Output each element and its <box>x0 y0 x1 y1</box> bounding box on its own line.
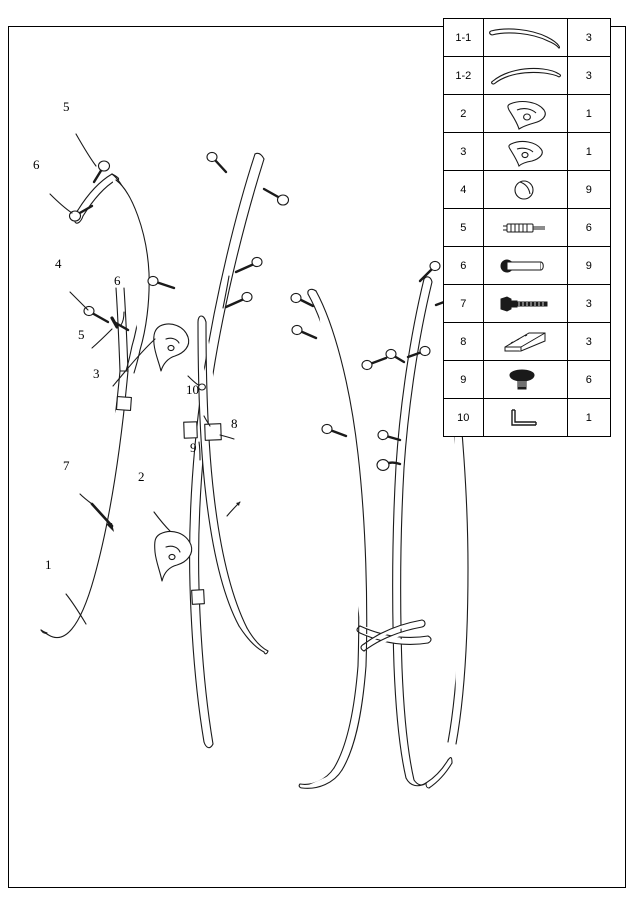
callout-label: 5 <box>63 99 70 114</box>
part-icon-angle-clip-icon <box>483 323 567 361</box>
table-row <box>444 361 611 399</box>
part-number: 9 <box>444 361 484 399</box>
callout-label: 2 <box>138 469 145 484</box>
upper-left-tube <box>74 174 149 373</box>
callout-label: 5 <box>78 327 85 342</box>
table-row <box>444 323 611 361</box>
stand-pin-d <box>292 325 316 338</box>
leader-2 <box>154 512 170 531</box>
part-qty: 6 <box>567 209 611 247</box>
table-row <box>444 95 611 133</box>
pin-4-mid <box>84 306 108 322</box>
table-row <box>444 19 611 57</box>
part-qty: 3 <box>567 323 611 361</box>
part-icon-ball-cap-icon <box>483 171 567 209</box>
stand-pin-e <box>362 358 386 370</box>
part-number: 6 <box>444 247 484 285</box>
parts-table <box>443 18 611 437</box>
table-row <box>444 399 611 437</box>
pin-mid-left-center <box>148 276 174 288</box>
part-number: 1-2 <box>444 57 484 95</box>
part-qty: 9 <box>567 247 611 285</box>
part-icon-thumb-screw-icon <box>483 361 567 399</box>
part-icon-dowel-pin-icon <box>483 247 567 285</box>
callout-label: 10 <box>186 382 199 397</box>
hub-bracket-3 <box>154 324 189 371</box>
part-icon-hub-bracket-large-icon <box>483 95 567 133</box>
pin-top-right <box>264 189 289 205</box>
part-qty: 3 <box>567 19 611 57</box>
table-row <box>444 133 611 171</box>
table-row <box>444 57 611 95</box>
leader-6-left <box>50 194 72 213</box>
part-icon-hex-bolt-icon <box>483 285 567 323</box>
part-icon-hub-bracket-small-icon <box>483 133 567 171</box>
stand-pin-g <box>386 349 404 362</box>
stand-pin-i <box>378 430 400 440</box>
pin-top-center <box>207 152 226 172</box>
part-qty: 3 <box>567 285 611 323</box>
part-number: 10 <box>444 399 484 437</box>
hub-bracket-2 <box>155 531 192 581</box>
table-row <box>444 247 611 285</box>
part-icon-allen-key-icon <box>483 399 567 437</box>
table-row <box>444 171 611 209</box>
callout-label: 3 <box>93 366 100 381</box>
leader-8 <box>220 435 234 439</box>
part-icon-curved-tube-long-icon <box>483 19 567 57</box>
callout-label: 1 <box>45 557 52 572</box>
part-qty: 3 <box>567 57 611 95</box>
callout-label: 9 <box>190 440 197 455</box>
part-icon-spring-pin-icon <box>483 209 567 247</box>
part-qty: 1 <box>567 133 611 171</box>
part-qty: 6 <box>567 361 611 399</box>
part-icon-curved-tube-short-icon <box>483 57 567 95</box>
part-qty: 1 <box>567 95 611 133</box>
callout-label: 8 <box>231 416 238 431</box>
leader-5-mid <box>92 329 112 348</box>
part-number: 4 <box>444 171 484 209</box>
leg-tube-left <box>41 288 131 638</box>
table-row <box>444 209 611 247</box>
part-qty: 1 <box>567 399 611 437</box>
part-number: 7 <box>444 285 484 323</box>
callout-label: 7 <box>63 458 70 473</box>
part-number: 3 <box>444 133 484 171</box>
part-qty: 9 <box>567 171 611 209</box>
part-number: 2 <box>444 95 484 133</box>
table-row <box>444 285 611 323</box>
callout-label: 6 <box>114 273 121 288</box>
leader-4 <box>70 292 88 310</box>
part-number: 5 <box>444 209 484 247</box>
callout-label: 4 <box>55 256 62 271</box>
leader-5-top <box>76 134 96 166</box>
leader-6-mid <box>121 312 124 325</box>
callout-label: 6 <box>33 157 40 172</box>
assembled-stand-right <box>291 261 468 788</box>
part-number: 8 <box>444 323 484 361</box>
part-number: 1-1 <box>444 19 484 57</box>
